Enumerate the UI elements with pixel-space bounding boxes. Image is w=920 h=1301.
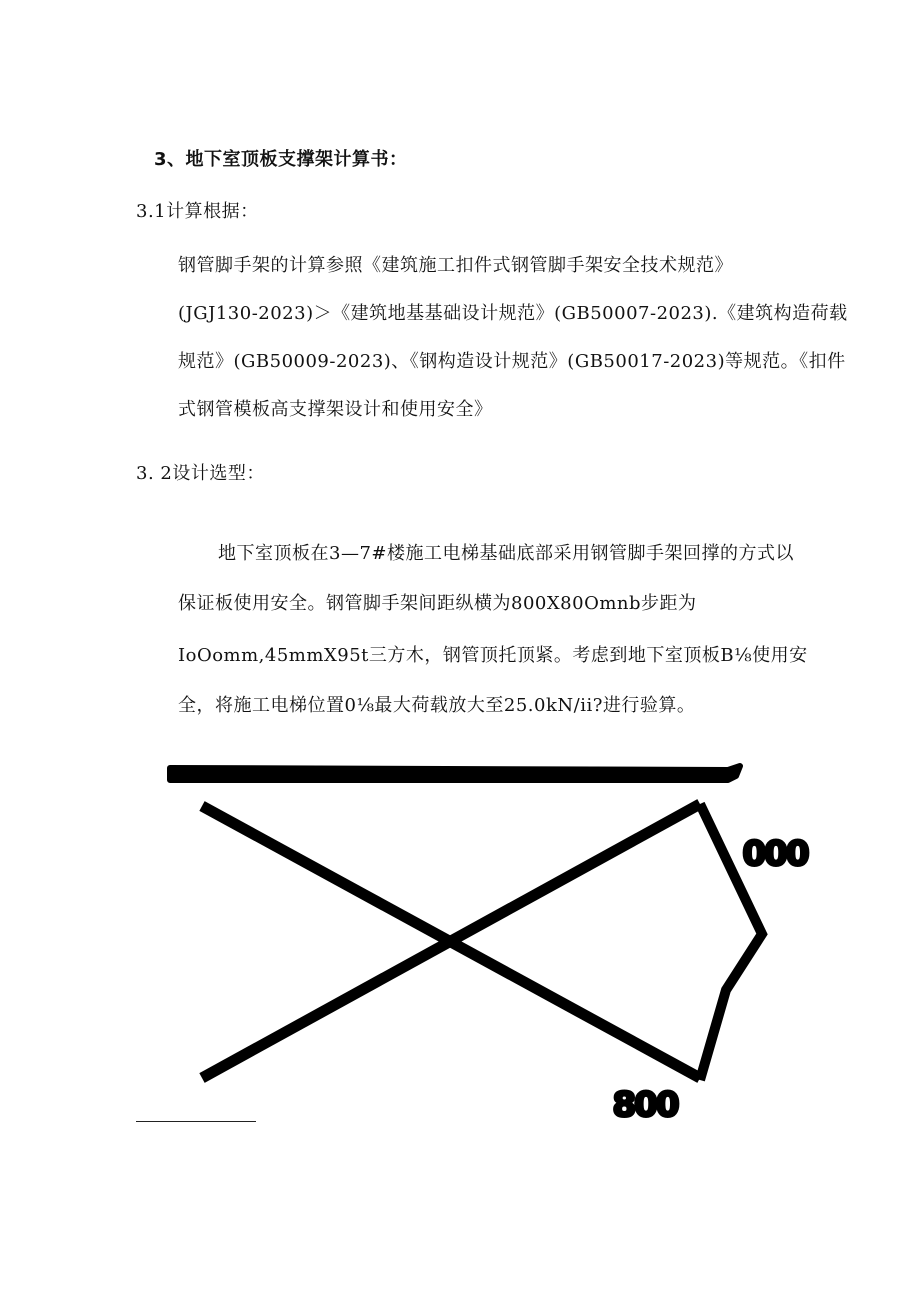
- subsection-2-paragraph-line: IoOomm,45mmX95t三方木，钢管顶托顶紧。考虑到地下室顶板B⅛使用安: [178, 645, 808, 666]
- top-slab-bar: [170, 766, 740, 780]
- subsection-1-paragraph-line: (JGJ130-2023)＞《建筑地基基础设计规范》(GB50007-2023).《建筑构造荷载: [178, 303, 848, 324]
- subsection-1-paragraph-line: 规范》(GB50009-2023)、《钢构造设计规范》(GB50017-2023)等规范。《扣件: [178, 351, 846, 372]
- subsection-2-paragraph-line: 全，将施工电梯位置0⅛最大荷载放大至25.0kN/ii?进行验算。: [178, 695, 696, 716]
- subsection-2-title: 3. 2设计选型：: [136, 463, 265, 484]
- subsection-1-paragraph-line: 钢管脚手架的计算参照《建筑施工扣件式钢管脚手架安全技术规范》: [178, 255, 733, 276]
- subsection-1-title: 3.1计算根据：: [136, 201, 259, 222]
- subsection-1-paragraph-line: 式钢管模板高支撑架设计和使用安全》: [178, 399, 493, 420]
- subsection-2-paragraph-line: 地下室顶板在3—7#楼施工电梯基础底部采用钢管脚手架回撑的方式以: [218, 543, 794, 564]
- section-heading: 3、地下室顶板支撑架计算书：: [154, 149, 408, 170]
- subsection-2-paragraph-line: 保证板使用安全。钢管脚手架间距纵横为800X80Omnb步距为: [178, 593, 697, 614]
- footnote-separator: [136, 1121, 256, 1122]
- dimension-label-top: 000: [742, 834, 808, 874]
- dimension-label-bottom: 800: [612, 1085, 678, 1125]
